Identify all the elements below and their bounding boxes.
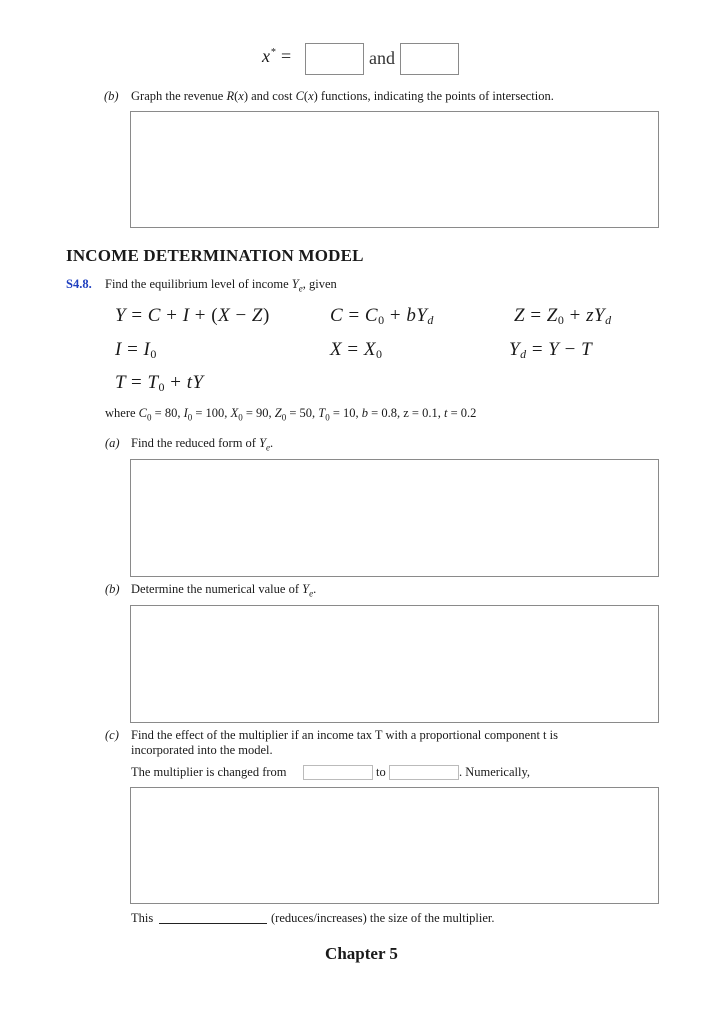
equation-tax: $T = T_0$ + tY xyxy=(115,372,204,394)
graph-answer-box[interactable] xyxy=(130,111,659,228)
x-star-answer-1[interactable] xyxy=(305,43,364,75)
part-label: (b) xyxy=(105,582,120,596)
parameter-values: where $C_0 = 80$, $I_0 = 100$, $X_0 = 90$, $Z_0 = 50$, $T_0 = 10$, b = 0.8, z = 0.1, t = 0.2 xyxy=(105,406,477,423)
question-intro: Find the equilibrium level of income $Y_e$, given xyxy=(105,277,337,294)
section-title: INCOME DETERMINATION MODEL xyxy=(66,246,364,265)
final-blank[interactable] xyxy=(159,911,267,924)
part-c-text: Find the effect of the multiplier if an income tax T with a proportional component t is incorporated into the model. xyxy=(131,728,558,757)
multiplier-from-field[interactable] xyxy=(303,765,373,780)
part-label: (b) xyxy=(104,89,119,103)
x-star-label: x* = xyxy=(262,46,292,66)
part-a-answer-box[interactable] xyxy=(130,459,659,577)
part-label: (a) xyxy=(105,436,120,450)
equation-disposable-income: $Y_d = Y - T$ xyxy=(509,339,593,361)
x-star-answer-2[interactable] xyxy=(400,43,459,75)
equation-investment: $I = I_0$ xyxy=(115,339,157,361)
multiplier-to-field[interactable] xyxy=(389,765,459,780)
part-b-graph-text: Graph the revenue R(x) and cost C(x) functions, indicating the points of intersection. xyxy=(131,89,554,103)
equation-consumption: $C = C_0 + bY_d$ xyxy=(330,305,434,327)
multiplier-prefix: The multiplier is changed from xyxy=(131,765,287,779)
multiplier-to-label: to xyxy=(376,765,386,779)
chapter-heading: Chapter 5 xyxy=(325,944,398,963)
equation-income: Y = C + I + (X − Z) xyxy=(115,305,270,326)
question-number: S4.8. xyxy=(66,277,92,291)
equation-exports: $X = X_0$ xyxy=(330,339,383,361)
part-c-answer-box[interactable] xyxy=(130,787,659,904)
and-label: and xyxy=(369,48,395,68)
final-suffix: (reduces/increases) the size of the multiplier. xyxy=(271,911,495,925)
equation-imports: $Z = Z_0 + zY_d$ xyxy=(514,305,612,327)
multiplier-suffix: . Numerically, xyxy=(459,765,531,779)
part-a-text: Find the reduced form of $Y_e$. xyxy=(131,436,274,453)
part-b-answer-box[interactable] xyxy=(130,605,659,723)
final-prefix: This xyxy=(131,911,154,925)
part-label: (c) xyxy=(105,728,119,742)
part-b-text: Determine the numerical value of $Y_e$. xyxy=(131,582,317,599)
